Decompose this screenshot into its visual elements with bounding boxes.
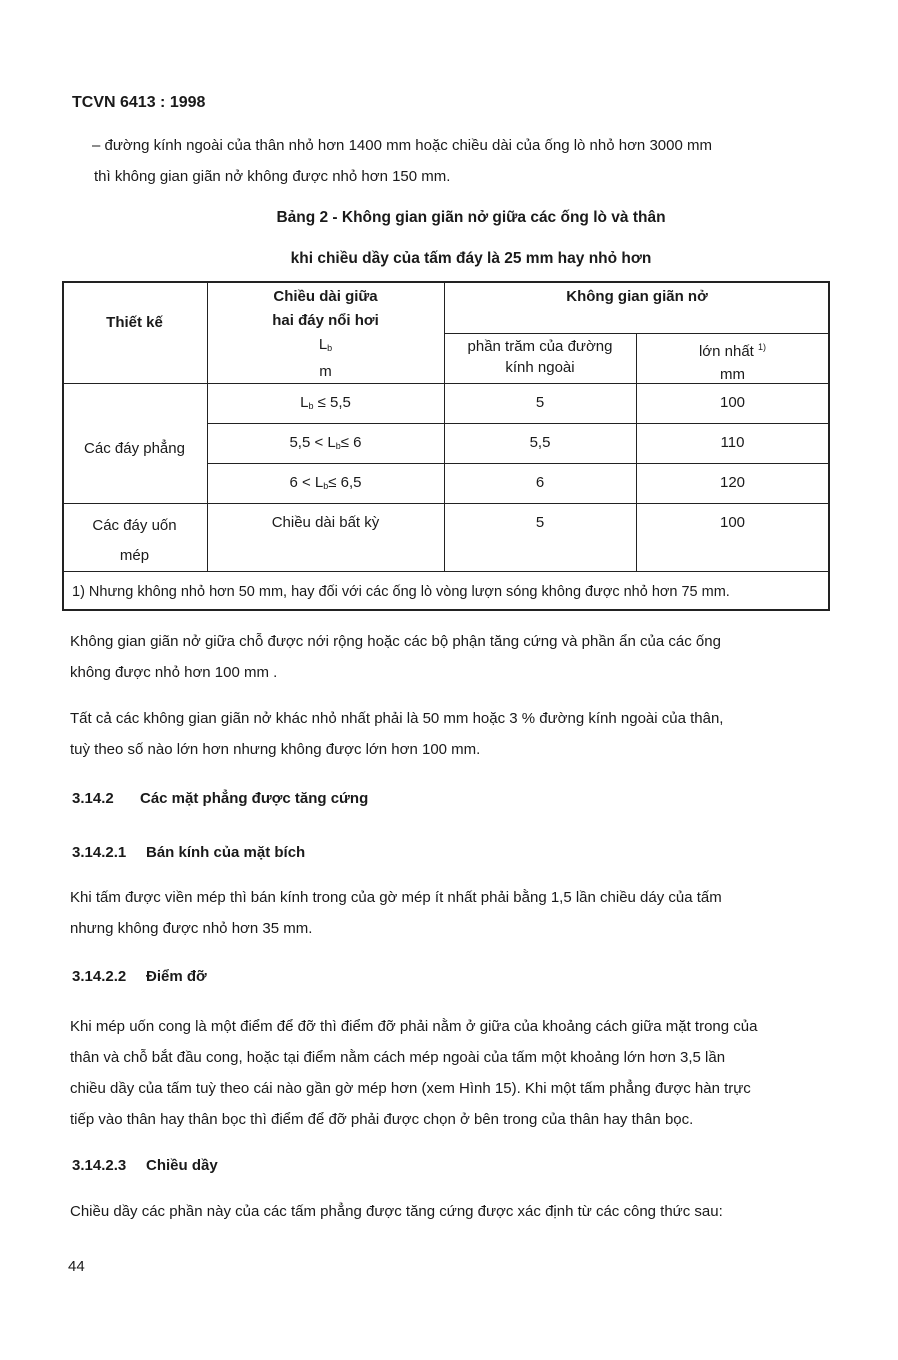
header-percent [444, 336, 636, 378]
paragraph-3-line-1: Khi tấm được viền mép thì bán kính trong của gờ mép ít nhất phải bằng 1,5 lần chiều dáy của tấm [70, 889, 722, 906]
header-length-symbol: $L_b$ [318, 336, 333, 353]
header-design: Thiết kế [106, 314, 163, 331]
row2-length: $5,5 < L_b\le 6$ [289, 434, 362, 451]
header-length-line-2: hai đáy nổi hơi [272, 312, 379, 329]
header-length [207, 285, 444, 384]
section-number: 3.14.2.1 [72, 844, 127, 861]
paragraph-4-line-1: Khi mép uốn cong là một điểm để đỡ thì điểm đỡ phải nằm ở giữa của khoảng cách giữa mặt trong của [70, 1018, 758, 1035]
paragraph-2 [70, 703, 830, 765]
header-length-unit: m [319, 363, 332, 380]
section-number: 3.14.2.2 [72, 968, 127, 985]
section-number: 3.14.2.3 [72, 1157, 127, 1174]
group-flanged-ends-line-1: Các đáy uốn [92, 517, 177, 534]
section-title: Điểm đỡ [146, 968, 207, 985]
paragraph-4 [70, 1011, 850, 1135]
paragraph-3 [70, 882, 830, 944]
header-max [637, 336, 828, 386]
footnote-ref: 1) [758, 342, 767, 352]
row1-percent: 5 [535, 394, 545, 411]
header-expansion-space: Không gian giãn nở [566, 288, 708, 305]
row1-max: 100 [719, 394, 746, 411]
table-caption-line-2: khi chiều dầy của tấm đáy là 25 mm hay nhỏ hơn [290, 250, 652, 267]
group-flanged-ends-line-2: mép [119, 547, 150, 564]
paragraph-1 [70, 626, 830, 688]
table-caption-line-1: Bảng 2 - Không gian giãn nở giữa các ống lò và thân [276, 209, 666, 226]
row2-percent: 5,5 [529, 434, 551, 451]
paragraph-5: Chiều dầy các phần này của các tấm phẳng được tăng cứng được xác định từ các công thức sau: [70, 1203, 723, 1220]
row3-max: 120 [719, 474, 746, 491]
section-3-14-2-2 [72, 968, 207, 985]
paragraph-2-line-2: tuỳ theo số nào lớn hơn nhưng không được lớn hơn 100 mm. [70, 741, 481, 758]
section-title: Chiều dầy [146, 1157, 218, 1174]
table-footnote: 1) Nhưng không nhỏ hơn 50 mm, hay đối với các ống lò vòng lượn sóng không được nhỏ hơn 75 mm. [72, 584, 730, 600]
row4-length: Chiều dài bất kỳ [271, 514, 380, 531]
section-3-14-2-1 [72, 844, 305, 861]
row4-percent: 5 [535, 514, 545, 531]
page-number: 44 [68, 1258, 85, 1275]
paragraph-3-line-2: nhưng không được nhỏ hơn 35 mm. [70, 920, 313, 937]
section-3-14-2-3 [72, 1157, 218, 1174]
paragraph-1-line-2: không được nhỏ hơn 100 mm . [70, 664, 278, 681]
header-percent-line-2: kính ngoài [505, 359, 575, 376]
header-max-label: lớn nhất [698, 343, 754, 360]
header-max-unit: mm [720, 366, 745, 383]
expansion-space-table [62, 281, 830, 611]
section-3-14-2 [72, 790, 368, 807]
paragraph-2-line-1: Tất cả các không gian giãn nở khác nhỏ nhất phải là 50 mm hoặc 3 % đường kính ngoài của thân, [70, 710, 724, 727]
intro-paragraph [70, 130, 830, 192]
paragraph-1-line-1: Không gian giãn nở giữa chỗ được nới rộng hoặc các bộ phận tăng cứng và phần ẩn của các ống [70, 633, 721, 650]
paragraph-4-line-2: thân và chỗ bắt đầu cong, hoặc tại điểm nằm cách mép ngoài của tấm một khoảng lớn hơn 3,5 lần [70, 1049, 726, 1066]
row3-percent: 6 [535, 474, 545, 491]
document-header: TCVN 6413 : 1998 [72, 94, 206, 111]
section-number: 3.14.2 [72, 790, 114, 807]
section-title: Bán kính của mặt bích [146, 844, 306, 861]
row2-max: 110 [720, 434, 745, 451]
row3-length: $6 < L_b\le 6,5$ [289, 474, 362, 491]
group-flanged-ends [62, 511, 207, 571]
group-flat-ends: Các đáy phẳng [84, 440, 185, 457]
row4-max: 100 [719, 514, 746, 531]
row1-length: $L_b \le 5,5$ [300, 394, 351, 411]
header-length-line-1: Chiều dài giữa [273, 288, 378, 305]
section-title: Các mặt phẳng được tăng cứng [140, 790, 369, 807]
header-percent-line-1: phần trăm của đường [467, 338, 613, 355]
intro-line-2: thì không gian giãn nở không được nhỏ hơn 150 mm. [94, 168, 451, 185]
paragraph-4-line-3: chiều dầy của tấm tuỳ theo cái nào gần gờ mép hơn (xem Hình 15). Khi một tấm phẳng được hàn trực [70, 1080, 751, 1097]
paragraph-4-line-4: tiếp vào thân hay thân bọc thì điểm để đỡ phải được chọn ở bên trong của thân hay thân bọc. [70, 1111, 694, 1128]
intro-line-1: – đường kính ngoài của thân nhỏ hơn 1400 mm hoặc chiều dài của ống lò nhỏ hơn 3000 mm [92, 137, 712, 154]
